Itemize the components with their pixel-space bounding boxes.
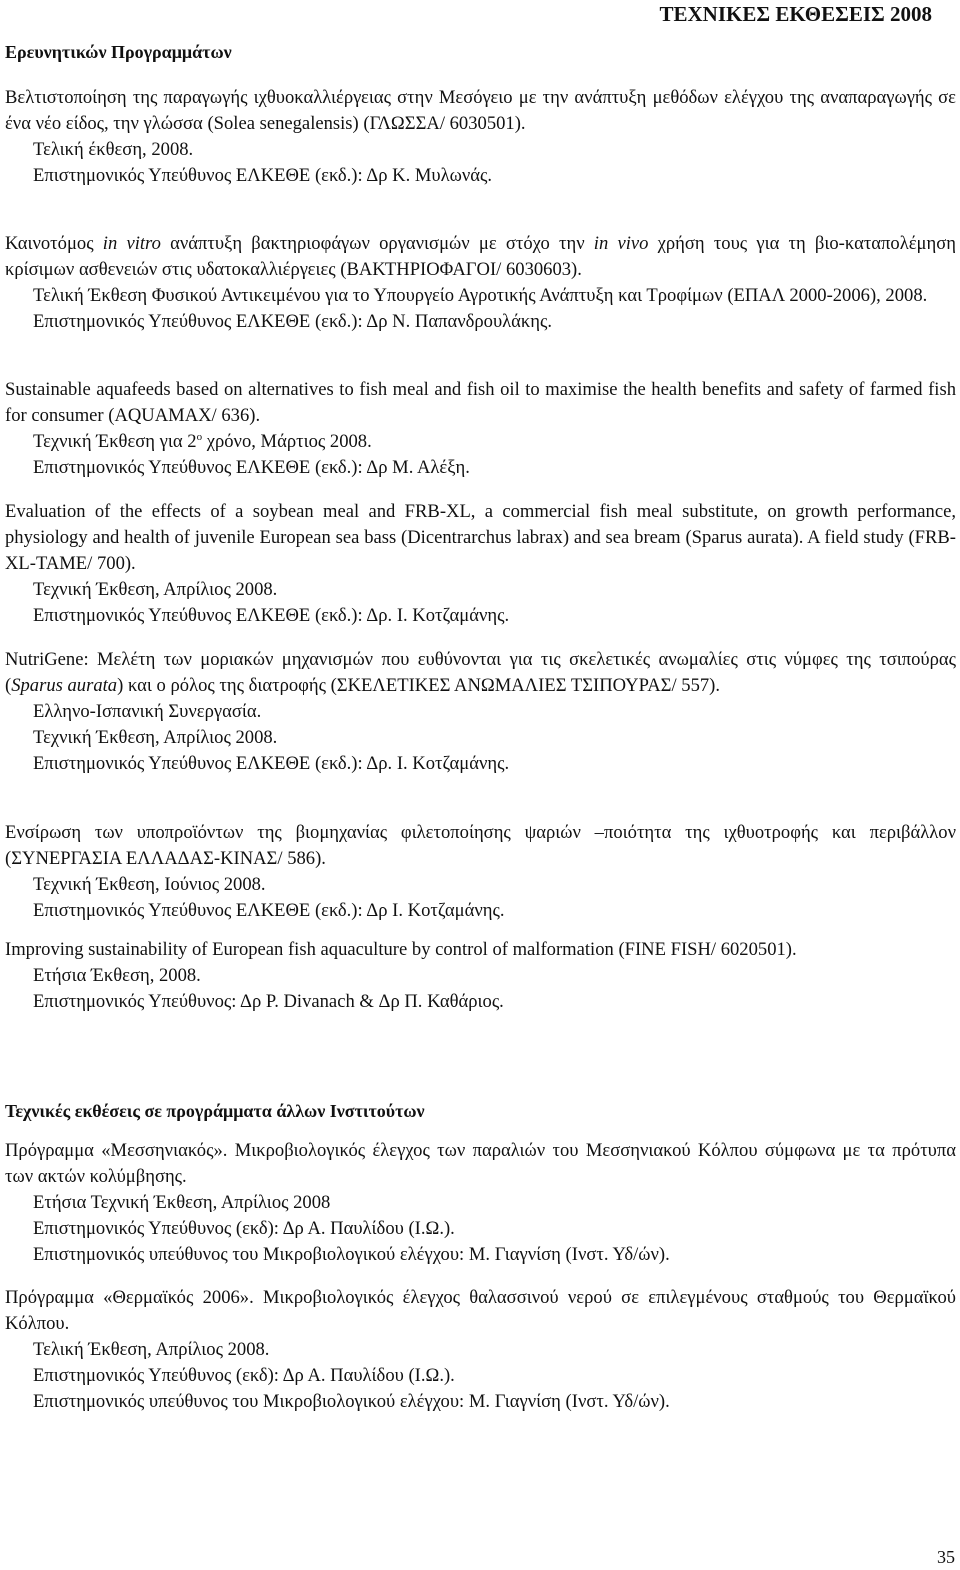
entry-report-line: Τελική Έκθεση, Απρίλιος 2008. [33,1339,270,1360]
entry-responsible-line: Επιστημονικός Υπεύθυνος (εκδ): Δρ Α. Παυλίδου (Ι.Ω.). [33,1365,455,1386]
report-entry [5,647,956,777]
report-entry [5,937,956,1015]
report-entry [5,499,956,629]
entry-description: Βελτιστοποίηση της παραγωγής ιχθυοκαλλιέργειας στην Μεσόγειο με την ανάπτυξη μεθόδων ελέγχου της αναπαραγωγής σε ένα νέο είδος, την γλώσσα (Solea senegalensis) (ΓΛΩΣΣΑ/ 6030501). [5,87,956,134]
entry-description: Sustainable aquafeeds based on alternatives to fish meal and fish oil to maximise the health benefits and safety of farmed fish for consumer (AQUAMAX/ 636). [5,379,956,426]
italic-term: in vitro [102,233,161,254]
report-entry [5,820,956,924]
entry-description: Καινοτόμος in vitro ανάπτυξη βακτηριοφάγων οργανισμών με στόχο την in vivo χρήση τους για τη βιο-καταπολέμηση κρίσιμων ασθενειών στις υδατοκαλλιέργειες (ΒΑΚΤΗΡΙΟΦΑΓΟΙ/ 6030603). [5,233,956,280]
entry-description: Improving sustainability of European fish aquaculture by control of malformation (FINE FISH/ 6020501). [5,939,797,960]
entry-report-line: Τεχνική Έκθεση, Απρίλιος 2008. [33,727,278,748]
report-entry [5,231,956,335]
section-title-other-institutes: Τεχνικές εκθέσεις σε προγράμματα άλλων Ινστιτούτων [5,1101,425,1121]
report-entry [5,1138,956,1268]
entry-description: Πρόγραμμα «Θερμαϊκός 2006». Μικροβιολογικός έλεγχος θαλασσινού νερού σε επιλεγμένους σταθμούς του Θερμαϊκού Κόλπου. [5,1287,956,1334]
entry-description: Πρόγραμμα «Μεσσηνιακός». Μικροβιολογικός έλεγχος των παραλιών του Μεσσηνιακού Κόλπου σύμφωνα με τα πρότυπα των ακτών κολύμβησης. [5,1140,956,1187]
entry-report-line: Τεχνική Έκθεση, Ιούνιος 2008. [33,874,266,895]
entry-report-line: Τεχνική Έκθεση για $2^o$ χρόνο, Μάρτιος 2008. [33,430,372,452]
entry-responsible-line: Επιστημονικός Υπεύθυνος ΕΛΚΕΘΕ (εκδ.): Δρ. Ι. Κοτζαμάνης. [33,753,510,774]
entry-report-line: Τεχνική Έκθεση, Απρίλιος 2008. [33,579,278,600]
entry-responsible-line: Επιστημονικός Υπεύθυνος ΕΛΚΕΘΕ (εκδ.): Δρ. Ι. Κοτζαμάνης. [33,605,510,626]
report-entry [5,377,956,481]
entry-report-line: Τελική Έκθεση Φυσικού Αντικειμένου για το Υπουργείο Αγροτικής Ανάπτυξη και Τροφίμων (ΕΠΑΛ 2000-2006), 2008. [33,285,928,306]
entry-responsible-line: Επιστημονικός Υπεύθυνος (εκδ): Δρ Α. Παυλίδου (Ι.Ω.). [33,1218,455,1239]
entry-microbiology-responsible-line: Επιστημονικός υπεύθυνος του Μικροβιολογικού ελέγχου: Μ. Γιαγνίση (Ινστ. Υδ/ών). [33,1391,670,1412]
page-header-title: ΤΕΧΝΙΚΕΣ ΕΚΘΕΣΕΙΣ 2008 [659,2,932,26]
section-title-research-programs: Ερευνητικών Προγραμμάτων [5,42,232,62]
page-number: 35 [937,1547,955,1567]
entry-responsible-line: Επιστημονικός Υπεύθυνος ΕΛΚΕΘΕ (εκδ.): Δρ Ν. Παπανδρουλάκης. [33,311,553,332]
entry-responsible-line: Επιστημονικός Υπεύθυνος ΕΛΚΕΘΕ (εκδ.): Δρ Κ. Μυλωνάς. [33,165,493,186]
report-entry [5,1285,956,1415]
entry-description: Evaluation of the effects of a soybean meal and FRB-XL, a commercial fish meal substitute, on growth performance, physiology and health of juvenile European sea bass (Dicentrarchus labrax) and sea bream (Sparus aurata). A field study (FRB-XL-TAME/ 700). [5,501,956,574]
entry-responsible-line: Επιστημονικός Υπεύθυνος: Δρ Ρ. Divanach & Δρ Π. Καθάριος. [33,991,504,1012]
entry-responsible-line: Επιστημονικός Υπεύθυνος ΕΛΚΕΘΕ (εκδ.): Δρ Ι. Κοτζαμάνης. [33,900,505,921]
report-entry [5,85,956,189]
italic-term: Sparus aurata [11,675,118,696]
entry-report-line: Ετήσια Έκθεση, 2008. [33,965,201,986]
entry-description: Ενσίρωση των υποπροϊόντων της βιομηχανίας φιλετοποίησης ψαριών –ποιότητα της ιχθυοτροφής και περιβάλλον (ΣΥΝΕΡΓΑΣΙΑ ΕΛΛΑΔΑΣ-ΚΙΝΑΣ/ 586). [5,822,956,869]
entry-microbiology-responsible-line: Επιστημονικός υπεύθυνος του Μικροβιολογικού ελέγχου: Μ. Γιαγνίση (Ινστ. Υδ/ών). [33,1244,670,1265]
entry-collaboration-line: Ελληνο-Ισπανική Συνεργασία. [33,701,262,722]
entry-description: NutriGene: Μελέτη των μοριακών μηχανισμών που ευθύνονται για τις σκελετικές ανωμαλίες στις νύμφες της τσιπούρας (Sparus aurata) και ο ρόλος της διατροφής (ΣΚΕΛΕΤΙΚΕΣ ΑΝΩΜΑΛΙΕΣ ΤΣΙΠΟΥΡΑΣ/ 557). [5,649,956,696]
entry-report-line: Ετήσια Τεχνική Έκθεση, Απρίλιος 2008 [33,1192,331,1213]
entry-responsible-line: Επιστημονικός Υπεύθυνος ΕΛΚΕΘΕ (εκδ.): Δρ Μ. Αλέξη. [33,457,470,478]
italic-term: in vivo [593,233,649,254]
entry-report-line: Τελική έκθεση, 2008. [33,139,194,160]
